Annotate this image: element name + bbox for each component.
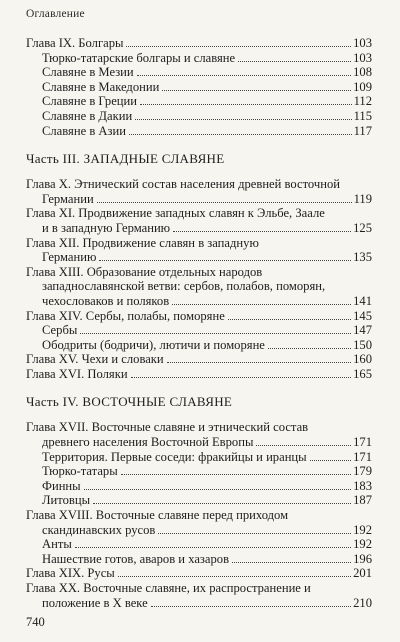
toc-entry-title: и в западную Германию bbox=[42, 220, 171, 235]
toc-entry-title: Глава XVI. Поляки bbox=[26, 366, 128, 381]
toc-entry-title: Глава XIV. Сербы, полабы, поморяне bbox=[26, 308, 225, 323]
toc-entry-page: 103 bbox=[353, 50, 372, 65]
dot-leader bbox=[135, 119, 351, 120]
dot-leader bbox=[131, 377, 352, 378]
toc-entry-title: Анты bbox=[42, 537, 72, 552]
toc-entry-title: Глава XIII. Образование отдельных народов bbox=[26, 264, 263, 279]
toc-entry-title: западнославянской ветви: сербов, полабов, поморян, bbox=[42, 279, 326, 294]
toc-entry bbox=[26, 94, 372, 109]
toc-entry-title: Глава XIX. Русы bbox=[26, 566, 115, 581]
dot-leader bbox=[268, 348, 351, 349]
toc-entry-title: Глава IX. Болгары bbox=[26, 36, 124, 50]
dot-leader bbox=[129, 134, 352, 135]
toc-entry-title: Глава XVII. Восточные славяне и этнический состав bbox=[26, 420, 309, 435]
toc-entry bbox=[26, 51, 372, 66]
toc-entry bbox=[26, 450, 372, 465]
toc-entry-title: Глава XII. Продвижение славян в западную bbox=[26, 235, 259, 250]
dot-leader bbox=[97, 202, 352, 203]
toc-entry-title: Глава XX. Восточные славяне, их распространение и bbox=[26, 581, 311, 595]
table-of-contents bbox=[26, 36, 372, 610]
toc-entry bbox=[26, 309, 372, 324]
toc-entry-title: Германии bbox=[42, 191, 94, 206]
page-number: 740 bbox=[26, 615, 45, 629]
toc-entry bbox=[26, 294, 372, 309]
toc-entry bbox=[26, 435, 372, 450]
toc-entry bbox=[26, 537, 372, 552]
dot-leader bbox=[232, 562, 351, 563]
toc-entry bbox=[26, 124, 372, 139]
toc-entry-title: Глава XV. Чехи и словаки bbox=[26, 352, 164, 367]
toc-entry bbox=[26, 352, 372, 367]
toc-entry-title: Нашествие готов, аваров и хазаров bbox=[42, 551, 230, 566]
toc-entry-page: 112 bbox=[353, 94, 372, 109]
toc-entry-title: Славяне в Азии bbox=[42, 123, 126, 138]
dot-leader bbox=[84, 489, 351, 490]
toc-entry bbox=[26, 250, 372, 265]
toc-block-part3 bbox=[26, 177, 372, 381]
toc-entry-title: Славяне в Дакии bbox=[42, 108, 133, 123]
toc-entry-page: 115 bbox=[353, 108, 372, 123]
dot-leader bbox=[162, 90, 351, 91]
toc-entry bbox=[26, 323, 372, 338]
toc-entry-title: Сербы bbox=[42, 323, 78, 338]
dot-leader bbox=[256, 445, 351, 446]
toc-entry-page: 125 bbox=[353, 220, 372, 235]
toc-entry-title: Ободриты (бодричи), лютичи и поморяне bbox=[42, 337, 265, 352]
toc-block-part4 bbox=[26, 420, 372, 610]
toc-entry bbox=[26, 192, 372, 207]
part-title-iii: Часть III. ЗАПАДНЫЕ СЛАВЯНЕ bbox=[26, 151, 225, 167]
toc-entry-page: 145 bbox=[353, 308, 372, 323]
toc-entry-page: 103 bbox=[353, 36, 372, 50]
dot-leader bbox=[99, 260, 351, 261]
dot-leader bbox=[118, 576, 351, 577]
toc-entry-page: 210 bbox=[353, 595, 372, 610]
toc-entry-title: древнего населения Восточной Европы bbox=[42, 435, 254, 450]
dot-leader bbox=[140, 104, 352, 105]
toc-entry bbox=[26, 221, 372, 236]
toc-block-part2 bbox=[26, 36, 372, 138]
toc-entry bbox=[26, 36, 372, 51]
toc-entry-title: скандинавских русов bbox=[42, 522, 156, 537]
dot-leader bbox=[75, 547, 351, 548]
toc-entry-title: Тюрко-татарские болгары и славяне bbox=[42, 50, 236, 65]
toc-entry-title: Тюрко-татары bbox=[42, 464, 118, 479]
toc-entry-page: 119 bbox=[353, 191, 372, 206]
toc-entry-title: Германию bbox=[42, 250, 97, 265]
dot-leader bbox=[151, 606, 351, 607]
toc-entry-page: 196 bbox=[353, 551, 372, 566]
dot-leader bbox=[80, 333, 351, 334]
toc-entry-title: Глава XVIII. Восточные славяне перед приходом bbox=[26, 508, 289, 523]
toc-entry-page: 192 bbox=[353, 537, 372, 552]
toc-entry-page: 165 bbox=[353, 366, 372, 381]
toc-entry-page: 150 bbox=[353, 337, 372, 352]
part-title-iv: Часть IV. ВОСТОЧНЫЕ СЛАВЯНЕ bbox=[26, 394, 233, 410]
toc-entry-page: 192 bbox=[353, 522, 372, 537]
toc-entry-page: 171 bbox=[353, 449, 372, 464]
toc-entry-title: Финны bbox=[42, 478, 81, 493]
toc-entry bbox=[26, 508, 372, 523]
toc-entry bbox=[26, 65, 372, 80]
dot-leader bbox=[172, 304, 351, 305]
toc-entry-page: 183 bbox=[353, 478, 372, 493]
toc-entry-title: Территория. Первые соседи: фракийцы и иранцы bbox=[42, 449, 307, 464]
toc-entry bbox=[26, 80, 372, 95]
toc-entry-page: 108 bbox=[353, 65, 372, 80]
toc-entry bbox=[26, 479, 372, 494]
toc-entry-title: положение в X веке bbox=[42, 595, 148, 610]
toc-entry-title: Славяне в Греции bbox=[42, 94, 138, 109]
toc-entry-page: 160 bbox=[353, 352, 372, 367]
toc-entry-title: Славяне в Мезии bbox=[42, 65, 134, 80]
toc-entry bbox=[26, 177, 372, 192]
toc-entry-title: Глава X. Этнический состав населения древней восточной bbox=[26, 177, 341, 192]
toc-entry-page: 201 bbox=[353, 566, 372, 581]
dot-leader bbox=[137, 75, 351, 76]
dot-leader bbox=[310, 460, 351, 461]
toc-entry-page: 117 bbox=[353, 123, 372, 138]
toc-entry bbox=[26, 420, 372, 435]
toc-entry-page: 141 bbox=[353, 293, 372, 308]
toc-entry bbox=[26, 464, 372, 479]
toc-entry-page: 135 bbox=[353, 250, 372, 265]
toc-entry-title: Глава XI. Продвижение западных славян к Эльбе, Заале bbox=[26, 206, 325, 221]
toc-entry bbox=[26, 367, 372, 382]
toc-entry-title: Славяне в Македонии bbox=[42, 79, 160, 94]
toc-entry bbox=[26, 566, 372, 581]
dot-leader bbox=[167, 362, 351, 363]
dot-leader bbox=[158, 533, 351, 534]
dot-leader bbox=[93, 503, 351, 504]
toc-entry bbox=[26, 493, 372, 508]
dot-leader bbox=[126, 46, 351, 47]
toc-entry-title: чехословаков и поляков bbox=[42, 293, 170, 308]
toc-entry-page: 147 bbox=[353, 323, 372, 338]
toc-entry bbox=[26, 581, 372, 596]
dot-leader bbox=[238, 61, 351, 62]
toc-entry-page: 187 bbox=[353, 493, 372, 508]
dot-leader bbox=[228, 319, 351, 320]
toc-entry-page: 109 bbox=[353, 79, 372, 94]
toc-entry bbox=[26, 552, 372, 567]
toc-entry-title: Литовцы bbox=[42, 493, 91, 508]
toc-entry bbox=[26, 279, 372, 294]
toc-entry bbox=[26, 109, 372, 124]
toc-entry-page: 171 bbox=[353, 435, 372, 450]
toc-entry bbox=[26, 523, 372, 538]
dot-leader bbox=[173, 231, 351, 232]
toc-entry bbox=[26, 206, 372, 221]
toc-entry bbox=[26, 596, 372, 611]
toc-entry-page: 179 bbox=[353, 464, 372, 479]
toc-entry bbox=[26, 236, 372, 251]
toc-entry bbox=[26, 265, 372, 280]
dot-leader bbox=[121, 474, 351, 475]
toc-entry bbox=[26, 338, 372, 353]
running-head: Оглавление bbox=[26, 8, 85, 20]
